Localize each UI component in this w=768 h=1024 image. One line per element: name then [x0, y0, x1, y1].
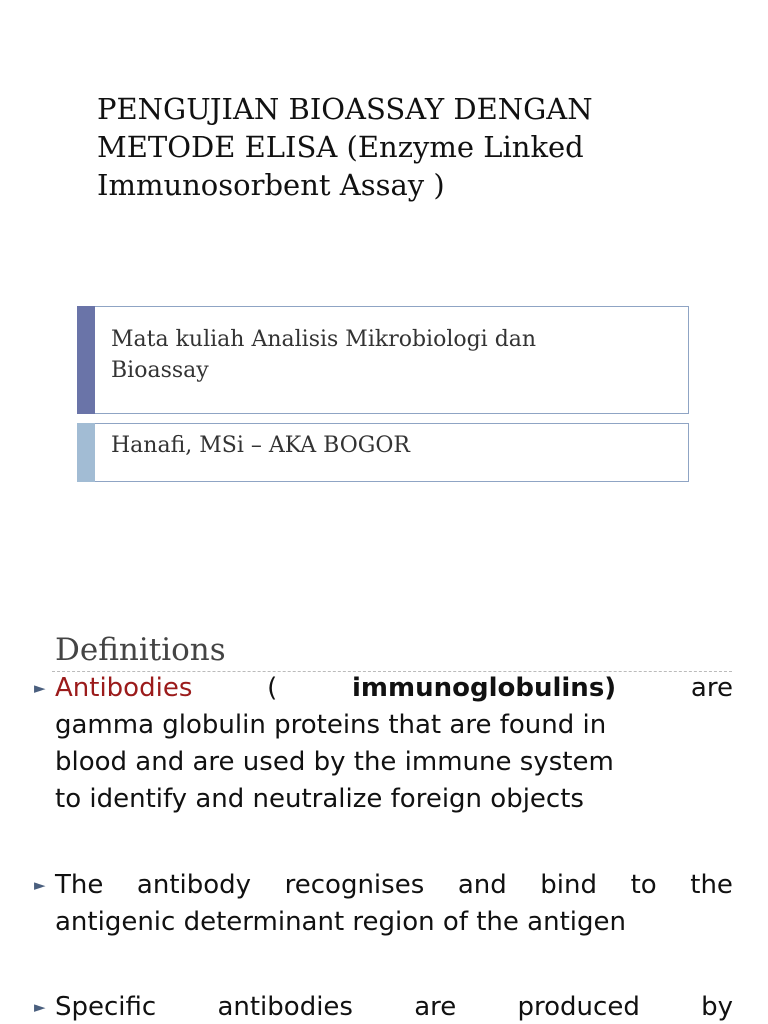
word: and: [457, 870, 507, 900]
bullet-line: gamma globulin proteins that are found in: [55, 710, 607, 740]
word: are: [414, 992, 457, 1022]
title-line: METODE ELISA (Enzyme Linked: [97, 130, 584, 164]
bullet-arrow-icon: ►: [34, 876, 46, 894]
word: by: [701, 992, 733, 1022]
bullet-line: [55, 670, 733, 707]
course-subtitle: [111, 324, 536, 386]
bullet-arrow-icon: ►: [34, 679, 46, 697]
word: Specific: [55, 992, 157, 1022]
accent-bar: [77, 423, 95, 482]
title-line: Immunosorbent Assay ): [97, 168, 445, 202]
word: are: [690, 673, 733, 703]
word: antibodies: [217, 992, 353, 1022]
word: The: [55, 870, 104, 900]
word: the: [690, 870, 733, 900]
title-line: PENGUJIAN BIOASSAY DENGAN: [97, 92, 593, 126]
word: bind: [540, 870, 598, 900]
bullet-item: [34, 670, 733, 818]
presentation-title: [97, 90, 707, 204]
course-line: Bioassay: [111, 358, 209, 383]
term-immunoglobulins: immunoglobulins): [352, 673, 617, 703]
bullet-line: to identify and neutralize foreign objects: [55, 784, 584, 814]
bullet-item: [34, 989, 733, 1024]
slide-title: Definitions: [55, 632, 226, 668]
word: (: [267, 673, 278, 703]
accent-bar: [77, 306, 95, 414]
course-line: Mata kuliah Analisis Mikrobiologi dan: [111, 327, 537, 352]
course-subtitle-box: [77, 306, 689, 414]
term-antibodies: Antibodies: [55, 673, 193, 703]
author-box: [77, 423, 689, 482]
word: antibody: [136, 870, 252, 900]
bullet-line: antigenic determinant region of the antigen: [55, 907, 626, 937]
bullet-item: [34, 867, 733, 941]
bullet-line: [55, 867, 733, 904]
word: recognises: [284, 870, 425, 900]
bullet-line: [55, 989, 733, 1024]
bullet-arrow-icon: ►: [34, 998, 46, 1016]
author-text: Hanafi, MSi – AKA BOGOR: [111, 433, 410, 458]
word: produced: [517, 992, 640, 1022]
bullet-line: blood and are used by the immune system: [55, 747, 614, 777]
word: to: [630, 870, 657, 900]
